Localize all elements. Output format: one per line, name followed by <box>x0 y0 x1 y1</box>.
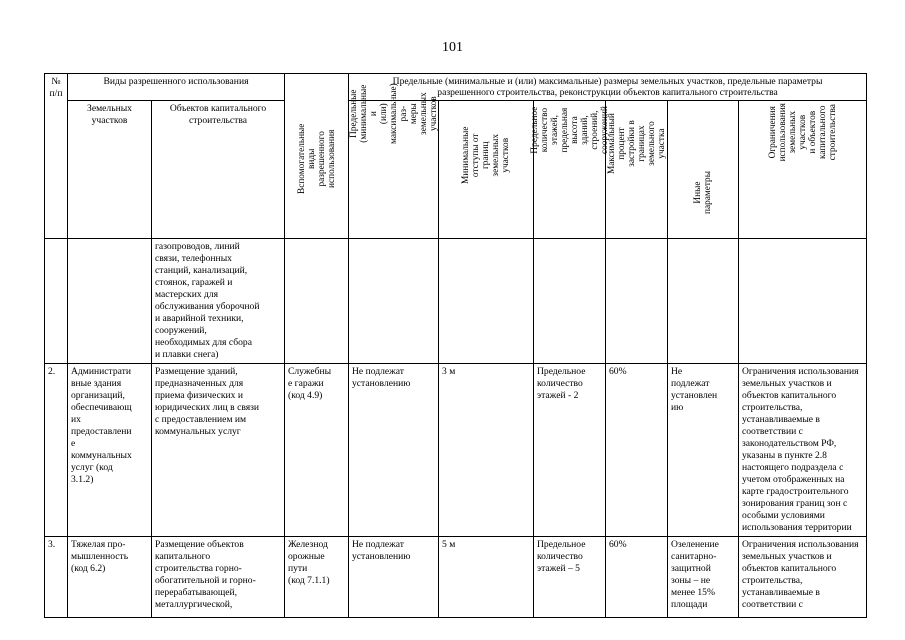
header-row-1 <box>45 74 867 101</box>
row-sizes: Не подлежат установлению <box>349 537 439 618</box>
header-num: № п/п <box>45 74 68 239</box>
header-row-2 <box>45 101 867 239</box>
table-row <box>45 364 867 537</box>
row-num: 2. <box>45 364 68 537</box>
row-objects: Размещение объектов капитального строительства горно- обогатительной и горно- перерабатывающей, металлургической, <box>152 537 285 618</box>
permitted-use-table <box>44 73 867 618</box>
header-other <box>668 101 739 239</box>
header-coverage <box>606 101 668 239</box>
row-land: Тяжелая про- мышленность (код 6.2) <box>68 537 152 618</box>
header-coverage-text: Максимальный процент застройки в границах земельного участка <box>606 113 667 174</box>
row-setbacks: 3 м <box>439 364 534 537</box>
header-types-group: Виды разрешенного использования <box>68 74 285 101</box>
row-aux: Служебны е гаражи (код 4.9) <box>285 364 349 537</box>
row-sizes <box>349 239 439 364</box>
row-other <box>668 239 739 364</box>
row-coverage: 60% <box>606 364 668 537</box>
header-limits-group: Предельные (минимальные и (или) максимальные) размеры земельных участков, предельные параметры разрешенного строительства, реконструкции объектов капитального строительства <box>349 74 867 101</box>
row-aux <box>285 239 349 364</box>
header-land-plots: Земельных участков <box>68 101 152 239</box>
row-other: Озеленение санитарно- защитной зоны – не менее 15% площади <box>668 537 739 618</box>
row-restrictions <box>739 239 867 364</box>
header-floors-text: Предельное количество этажей, предельная высота зданий, строений, сооружений <box>529 106 610 154</box>
table-row <box>45 239 867 364</box>
row-floors: Предельное количество этажей - 2 <box>534 364 606 537</box>
header-restrictions <box>739 101 867 239</box>
row-land: Администрати вные здания организаций, обеспечивающ их предоставлени е коммунальных услуг (код 3.1.2) <box>68 364 152 537</box>
header-setbacks <box>439 101 534 239</box>
row-objects: Размещение зданий, предназначенных для приема физических и юридических лиц в связи с предоставлением им коммунальных услуг <box>152 364 285 537</box>
row-coverage <box>606 239 668 364</box>
header-restrictions-text: Ограничения использования земельных участков и объектов капитального строительства <box>767 103 838 162</box>
row-setbacks <box>439 239 534 364</box>
row-setbacks: 5 м <box>439 537 534 618</box>
table-row <box>45 537 867 618</box>
row-land <box>68 239 152 364</box>
row-objects: газопроводов, линий связи, телефонных станций, канализаций, стоянок, гаражей и мастерских для обслуживания уборочной и аварийной техники, сооружений, необходимых для сбора и плавки снега) <box>152 239 285 364</box>
header-floors <box>529 101 610 239</box>
header-auxiliary-text: Вспомогательные виды разрешенного использования <box>296 123 337 194</box>
row-restrictions: Ограничения использования земельных участков и объектов капитального строительства, устанавливаемые в соответствии с <box>739 537 867 618</box>
row-num: 3. <box>45 537 68 618</box>
row-sizes: Не подлежат установлению <box>349 364 439 537</box>
page-number: 101 <box>442 40 463 55</box>
row-floors: Предельное количество этажей – 5 <box>534 537 606 618</box>
header-capital-objects: Объектов капитального строительства <box>152 101 285 239</box>
row-floors <box>534 239 606 364</box>
row-other: Не подлежат установлен ию <box>668 364 739 537</box>
row-coverage: 60% <box>606 537 668 618</box>
header-auxiliary <box>285 74 349 239</box>
row-restrictions: Ограничения использования земельных участков и объектов капитального строительства, устанавливаемые в соответствии с законодательством РФ, указаны в пункте 2.8 настоящего подраздела с учетом отображенных на карте градостроительного зонирования границ зон с особыми условиями использования территории <box>739 364 867 537</box>
row-aux: Железнод орожные пути (код 7.1.1) <box>285 537 349 618</box>
header-setbacks-text: Минимальные отступы от границ земельных участков <box>461 126 511 184</box>
header-sizes-text: Предельные (минимальные и (или) максимальные) раз- меры земельных участков <box>348 83 439 144</box>
header-other-text: Иные параметры <box>693 171 713 214</box>
header-sizes <box>348 83 439 239</box>
row-num <box>45 239 68 364</box>
